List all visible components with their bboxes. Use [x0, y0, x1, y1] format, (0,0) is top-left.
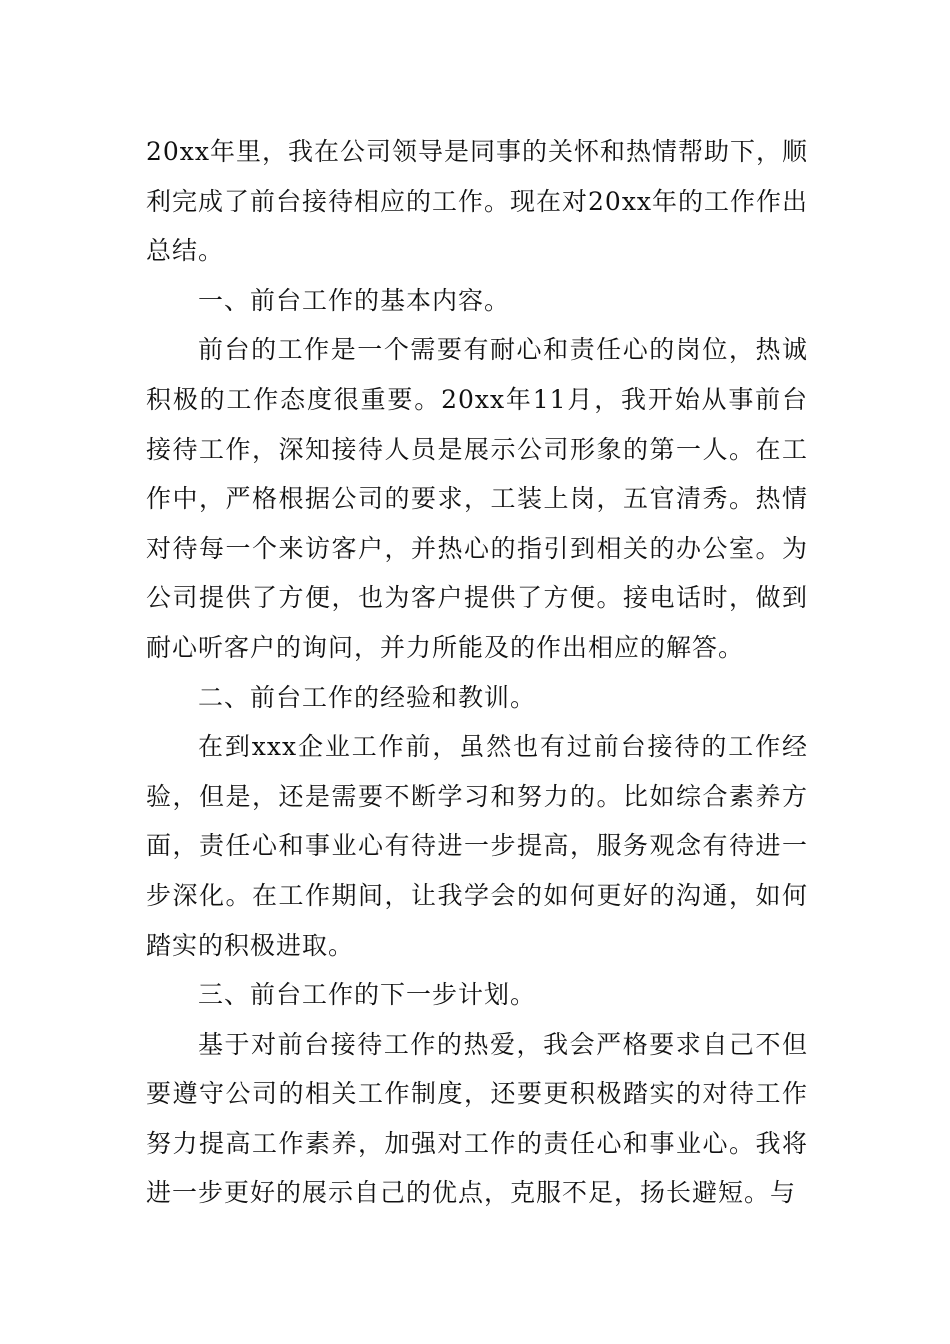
document-body [146, 127, 808, 1218]
paragraph-section-2: 在到xxx企业工作前，虽然也有过前台接待的工作经验，但是，还是需要不断学习和努力的。比如综合素养方面，责任心和事业心有待进一步提高，服务观念有待进一步深化。在工作期间，让我学会的如何更好的沟通，如何踏实的积极进取。 [146, 732, 808, 960]
heading-section-1: 一、前台工作的基本内容。 [198, 285, 511, 315]
heading-section-3: 三、前台工作的下一步计划。 [198, 980, 537, 1010]
paragraph-section-3: 基于对前台接待工作的热爱，我会严格要求自己不但要遵守公司的相关工作制度，还要更积极踏实的对待工作努力提高工作素养，加强对工作的责任心和事业心。我将进一步更好的展示自己的优点，克服不足，扬长避短。与 [146, 1029, 808, 1208]
paragraph-intro: 20xx年里，我在公司领导是同事的关怀和热情帮助下，顺利完成了前台接待相应的工作。现在对20xx年的工作作出总结。 [146, 137, 809, 266]
heading-section-2: 二、前台工作的经验和教训。 [198, 682, 537, 712]
paragraph-section-1: 前台的工作是一个需要有耐心和责任心的岗位，热诚积极的工作态度很重要。20xx年11月，我开始从事前台接待工作，深知接待人员是展示公司形象的第一人。在工作中，严格根据公司的要求，工装上岗，五官清秀。热情对待每一个来访客户，并热心的指引到相关的办公室。为公司提供了方便，也为客户提供了方便。接电话时，做到耐心听客户的询问，并力所能及的作出相应的解答。 [146, 335, 808, 662]
